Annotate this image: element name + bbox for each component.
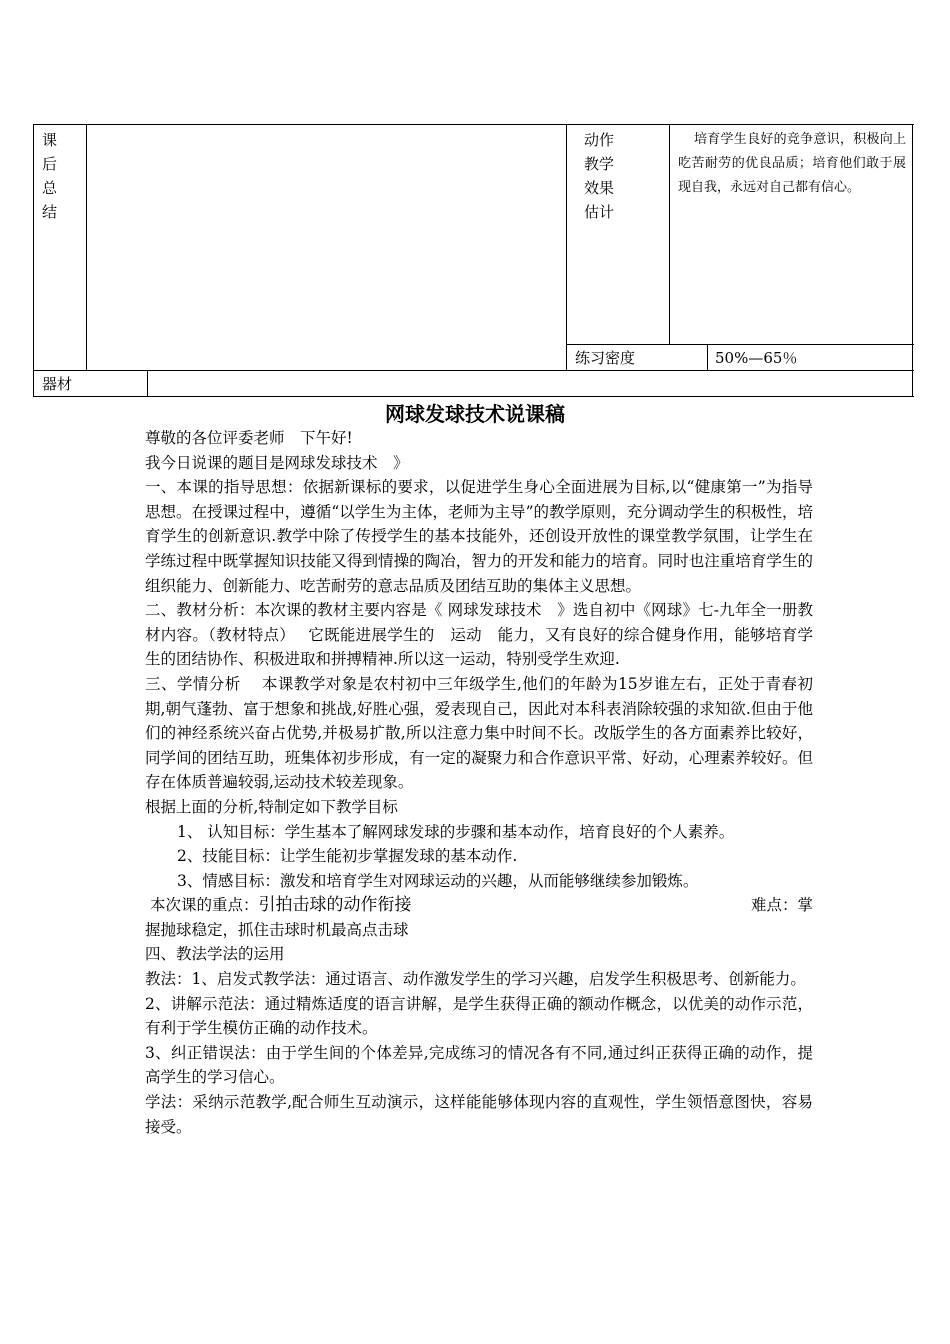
table-summary-divider [86,124,87,371]
method-heuristic: 教法：1、启发式教学法：通过语言、动作激发学生的学习兴趣，启发学生积极思考、创新能力。 [145,970,806,989]
goal-cognitive: 1、 认知目标：学生基本了解网球发球的步骤和基本动作，培育良好的个人素养。 [177,822,735,841]
density-value: 50%—65％ [715,349,798,367]
effect-label-line: 动作 [584,131,615,149]
summary-label [42,128,72,224]
methods-title: 四、教法学法的运用 [145,945,285,964]
effect-label-line: 效果 [584,179,615,197]
learning-method: 学法：采纳示范教学,配合师生互动演示，这样能能够体现内容的直观性，学生领悟意图快，容易接受。 [145,1093,813,1136]
goal-skill: 2、技能目标：让学生能初步掌握发球的基本动作. [177,847,518,866]
student-analysis: 三、学情分析 本课教学对象是农村初中三年级学生,他们的年龄为15岁谁左右，正处于青春初期,朝气蓬勃、富于想象和挑战,好胜心强，爱表现自己，因此对本科表消除较强的求知欲.但由于他们的神经系统兴奋占优势,并极易扩散,所以注意力集中时间不长。改版学生的各方面素养比较好，同学间的团结互助，班集体初步形成，有一定的凝聚力和合作意识平常、好动，心理素养较好。但存在体质普遍较弱,运动技术较差现象。 [145,674,813,792]
difficulty-continued: 握抛球稳定，抓住击球时机最高点击球 [145,920,409,939]
table-left-border [33,124,34,397]
effect-description: 培育学生良好的竞争意识，积极向上吃苦耐劳的优良品质；培育他们敢于展现自我，永远对自己都有信心。 [678,132,906,195]
topic: 我今日说课的题目是网球发球技术 》 [145,453,409,472]
table-effect-label-divider [669,124,670,345]
summary-label-char: 结 [42,203,58,221]
material-analysis: 二、教材分析：本次课的教材主要内容是《 网球发球技术 》选自初中《网球》七-九年全一册教材内容。（教材特点） 它既能进展学生的 运动 能力，又有良好的综合健身作用，能够培育学生的团结协作、积极进取和拼搏精神.所以这一运动，特别受学生欢迎. [145,601,813,669]
table-density-row-top [566,344,914,345]
focus-row [145,893,813,918]
table-bottom-border [33,396,914,397]
focus-label: 本次课的重点： [149,896,259,915]
effect-label-line: 估计 [584,203,615,221]
density-label: 练习密度 [575,349,636,367]
goals-intro: 根据上面的分析,特制定如下教学目标 [145,797,398,816]
greeting: 尊敬的各位评委老师 下午好! [145,429,353,447]
table-effect-divider [566,124,567,371]
difficulty-label: 难点：掌 [750,896,813,915]
page-title: 网球发球技术说课稿 [385,402,565,426]
method-correction: 3、纠正错误法：由于学生间的个体差异,完成练习的情况各有不同,通过纠正获得正确的动作，提高学生的学习信心。 [145,1043,813,1087]
equipment-label: 器材 [42,375,73,393]
effect-label-line: 教学 [584,155,615,173]
table-density-divider [707,344,708,371]
table-equipment-row-top [33,370,914,371]
table-equipment-divider [147,370,148,397]
goal-emotion: 3、情感目标：激发和培育学生对网球运动的兴趣，从而能够继续参加锻炼。 [177,871,699,890]
summary-label-char: 后 [42,155,58,173]
document-body [145,426,813,1139]
summary-label-char: 课 [42,131,58,149]
guiding-ideology: 一、本课的指导思想：依据新课标的要求，以促进学生身心全面进展为目标,以“健康第一”为指导思想。在授课过程中，遵循“以学生为主体，老师为主导”的教学原则，充分调动学生的积极性，培育学生的创新意识.教学中除了传授学生的基本技能外，还创设开放性的课堂教学氛围，让学生在学练过程中既掌握知识技能又得到情操的陶冶，智力的开发和能力的培育。同时也注重培育学生的组织能力、创新能力、吃苦耐劳的意志品质及团结互助的集体主义思想。 [145,478,813,595]
method-demonstration: 2、讲解示范法：通过精炼适度的语言讲解，是学生获得正确的额动作概念，以优美的动作示范，有利于学生模仿正确的动作技术。 [145,994,813,1038]
focus-value: 引拍击球的动作衔接 [258,895,412,916]
effect-label [584,128,654,224]
summary-label-char: 总 [42,179,58,197]
table-top-border [33,124,914,125]
table-right-border [912,124,913,397]
focus [145,893,411,918]
